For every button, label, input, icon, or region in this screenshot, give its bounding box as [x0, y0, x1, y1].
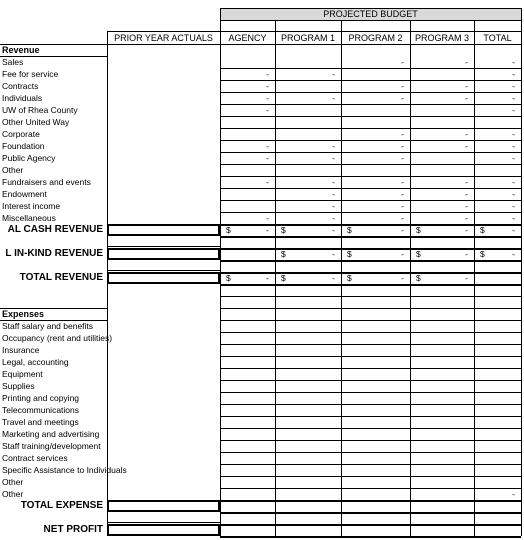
revenue-cell[interactable]: - [512, 69, 515, 79]
grid-line [220, 8, 221, 20]
dollar-sign: $ [416, 273, 421, 283]
expenses-cell[interactable] [410, 440, 474, 452]
grid-line [220, 272, 521, 274]
revenue-cell[interactable]: - [332, 213, 335, 223]
net-profit-prior-box[interactable] [107, 524, 220, 536]
expenses-cell[interactable] [341, 332, 410, 344]
revenue-cell[interactable] [341, 68, 410, 80]
revenue-row-label: Contracts [2, 81, 39, 91]
expenses-cell[interactable] [474, 380, 521, 392]
expenses-cell[interactable] [341, 404, 410, 416]
expenses-row-label: Legal, accounting [2, 357, 69, 367]
revenue-cell[interactable]: - [401, 177, 404, 187]
revenue-row-label: Endowment [2, 189, 47, 199]
revenue-cell[interactable]: - [401, 57, 404, 67]
grid-line [220, 236, 521, 238]
revenue-cell[interactable]: - [401, 129, 404, 139]
revenue-cell[interactable] [474, 116, 521, 128]
column-header-program-1: PROGRAM 1 [280, 33, 335, 43]
expenses-cell[interactable] [341, 356, 410, 368]
revenue-cell[interactable] [220, 116, 275, 128]
revenue-row-label: UW of Rhea County [2, 105, 78, 115]
expenses-cell[interactable] [410, 464, 474, 476]
total-revenue-label: TOTAL REVENUE [19, 272, 103, 283]
amount-value: - [512, 225, 515, 235]
expenses-cell[interactable] [474, 464, 521, 476]
revenue-cell[interactable]: - [332, 201, 335, 211]
grid-line [220, 248, 521, 250]
expenses-row-label: Telecommunications [2, 405, 80, 415]
revenue-cell[interactable] [220, 200, 275, 212]
revenue-cell[interactable]: - [465, 81, 468, 91]
revenue-cell[interactable] [275, 116, 341, 128]
expenses-row-label: Equipment [2, 369, 43, 379]
expenses-cell[interactable] [474, 332, 521, 344]
expenses-row-label: Other [2, 489, 24, 499]
amount-value: - [266, 273, 269, 283]
revenue-cell[interactable] [275, 56, 341, 68]
expenses-cell[interactable] [220, 440, 275, 452]
revenue-row-label: Fee for service [2, 69, 59, 79]
dollar-sign: $ [347, 225, 352, 235]
amount-value: - [401, 225, 404, 235]
dollar-sign: $ [416, 249, 421, 259]
expenses-cell[interactable] [275, 320, 341, 332]
revenue-cell[interactable]: - [401, 141, 404, 151]
grid-line [521, 8, 522, 20]
dollar-sign: $ [480, 225, 485, 235]
grid-line [0, 44, 107, 45]
revenue-cell[interactable]: - [465, 93, 468, 103]
revenue-cell[interactable]: - [465, 189, 468, 199]
expenses-cell[interactable] [410, 476, 474, 488]
expenses-cell[interactable] [220, 452, 275, 464]
dollar-sign: $ [281, 225, 286, 235]
expenses-cell[interactable] [410, 452, 474, 464]
expenses-cell[interactable] [341, 428, 410, 440]
revenue-row-label: Interest income [2, 201, 61, 211]
revenue-cell[interactable] [275, 128, 341, 140]
total-expense-prior-box[interactable] [107, 500, 220, 512]
expenses-cell[interactable] [410, 392, 474, 404]
expenses-row-label: Occupancy (rent and utilities) [2, 333, 113, 343]
grid-line [220, 20, 521, 21]
expenses-cell[interactable] [341, 476, 410, 488]
expenses-cell[interactable] [275, 428, 341, 440]
expenses-cell[interactable] [410, 344, 474, 356]
expenses-cell[interactable] [220, 476, 275, 488]
expenses-cell[interactable] [220, 404, 275, 416]
revenue-cell[interactable]: - [512, 213, 515, 223]
revenue-cell[interactable] [341, 164, 410, 176]
expenses-cell[interactable] [275, 476, 341, 488]
expenses-cell[interactable] [474, 452, 521, 464]
expenses-cell[interactable] [341, 440, 410, 452]
revenue-cell[interactable] [220, 128, 275, 140]
expenses-section-label: Expenses [2, 309, 45, 319]
revenue-cell[interactable]: - [332, 141, 335, 151]
revenue-cell[interactable]: - [266, 105, 269, 115]
revenue-section-label: Revenue [2, 45, 40, 55]
expenses-cell[interactable] [410, 488, 474, 500]
amount-value: - [512, 249, 515, 259]
revenue-cell[interactable] [220, 188, 275, 200]
expenses-cell[interactable] [341, 344, 410, 356]
inkind-revenue-prior-box[interactable] [107, 248, 220, 260]
expenses-cell[interactable] [275, 416, 341, 428]
revenue-cell[interactable]: - [401, 201, 404, 211]
expenses-cell[interactable] [474, 392, 521, 404]
expenses-cell[interactable]: - [512, 489, 515, 499]
revenue-row-label: Miscellaneous [2, 213, 56, 223]
expenses-cell[interactable] [341, 416, 410, 428]
revenue-cell[interactable] [275, 80, 341, 92]
expenses-row-label: Staff training/development [2, 441, 101, 451]
expenses-cell[interactable] [220, 332, 275, 344]
revenue-cell[interactable] [410, 164, 474, 176]
expenses-cell[interactable] [220, 356, 275, 368]
expenses-cell[interactable] [410, 332, 474, 344]
column-header-total: TOTAL [483, 33, 512, 43]
expenses-cell[interactable] [220, 392, 275, 404]
revenue-cell[interactable] [341, 116, 410, 128]
expenses-cell[interactable] [220, 344, 275, 356]
expenses-cell[interactable] [275, 392, 341, 404]
expenses-row-label: Contract services [2, 453, 68, 463]
expenses-cell[interactable] [341, 368, 410, 380]
expenses-cell[interactable] [474, 476, 521, 488]
revenue-cell[interactable]: - [465, 177, 468, 187]
expenses-cell[interactable] [341, 380, 410, 392]
grid-line [521, 20, 522, 536]
revenue-cell[interactable]: - [266, 177, 269, 187]
dollar-sign: $ [226, 225, 231, 235]
revenue-cell[interactable]: - [465, 141, 468, 151]
revenue-cell[interactable] [410, 104, 474, 116]
prior-year-header: PRIOR YEAR ACTUALS [114, 33, 213, 43]
expenses-cell[interactable] [410, 356, 474, 368]
revenue-cell[interactable]: - [266, 213, 269, 223]
revenue-cell[interactable]: - [512, 177, 515, 187]
dollar-sign: $ [281, 249, 286, 259]
revenue-row-label: Other [2, 165, 24, 175]
expenses-row-label: Supplies [2, 381, 35, 391]
revenue-row-label: Other United Way [2, 117, 70, 127]
expenses-row-label: Specific Assistance to Individuals [2, 465, 127, 475]
expenses-cell[interactable] [275, 464, 341, 476]
grid-line [107, 31, 521, 32]
amount-value: - [332, 225, 335, 235]
revenue-cell[interactable]: - [266, 153, 269, 163]
grid-line [220, 8, 521, 9]
expenses-cell[interactable] [275, 440, 341, 452]
expenses-cell[interactable] [275, 332, 341, 344]
grid-line [220, 524, 521, 526]
expenses-cell[interactable] [341, 464, 410, 476]
expenses-cell[interactable] [410, 368, 474, 380]
expenses-cell[interactable] [341, 452, 410, 464]
inkind-revenue-label: L IN-KIND REVENUE [5, 248, 103, 259]
revenue-cell[interactable] [220, 56, 275, 68]
revenue-cell[interactable]: - [465, 213, 468, 223]
expenses-cell[interactable] [410, 380, 474, 392]
revenue-cell[interactable]: - [401, 81, 404, 91]
revenue-cell[interactable]: - [401, 213, 404, 223]
grid-line [220, 536, 521, 537]
expenses-cell[interactable] [474, 416, 521, 428]
expenses-cell[interactable] [341, 488, 410, 500]
amount-value: - [401, 249, 404, 259]
expenses-cell[interactable] [474, 440, 521, 452]
grid-line [220, 296, 521, 297]
revenue-row-label: Corporate [2, 129, 40, 139]
expenses-cell[interactable] [220, 416, 275, 428]
expenses-cell[interactable] [275, 356, 341, 368]
expenses-row-label: Printing and copying [2, 393, 80, 403]
expenses-cell[interactable] [474, 404, 521, 416]
grid-line [107, 246, 220, 247]
grid-line [107, 522, 220, 523]
amount-value: - [401, 273, 404, 283]
expenses-cell[interactable] [410, 320, 474, 332]
revenue-cell[interactable]: - [465, 129, 468, 139]
revenue-cell[interactable]: - [512, 105, 515, 115]
expenses-cell[interactable] [220, 380, 275, 392]
grid-line [220, 512, 521, 514]
expenses-cell[interactable] [220, 320, 275, 332]
revenue-cell[interactable]: - [332, 189, 335, 199]
expenses-cell[interactable] [220, 428, 275, 440]
expenses-cell[interactable] [220, 368, 275, 380]
revenue-cell[interactable]: - [512, 153, 515, 163]
revenue-cell[interactable]: - [512, 93, 515, 103]
expenses-cell[interactable] [220, 464, 275, 476]
expenses-cell[interactable] [474, 368, 521, 380]
dollar-sign: $ [480, 249, 485, 259]
amount-value: - [465, 273, 468, 283]
expenses-row-label: Staff salary and benefits [2, 321, 94, 331]
revenue-cell[interactable] [341, 104, 410, 116]
expenses-cell[interactable] [474, 356, 521, 368]
column-header-program-3: PROGRAM 3 [414, 33, 469, 43]
grid-line [107, 44, 521, 45]
revenue-row-label: Sales [2, 57, 24, 67]
total-revenue-prior-box[interactable] [107, 272, 220, 284]
expenses-cell[interactable] [275, 380, 341, 392]
amount-value: - [266, 225, 269, 235]
total-cash-revenue-prior-box[interactable] [107, 224, 220, 236]
expenses-row-label: Marketing and advertising [2, 429, 100, 439]
grid-line [0, 308, 107, 309]
column-header-program-2: PROGRAM 2 [348, 33, 403, 43]
revenue-row-label: Public Agency [2, 153, 56, 163]
revenue-cell[interactable]: - [266, 93, 269, 103]
net-profit-label: NET PROFIT [43, 524, 103, 535]
revenue-cell[interactable]: - [401, 153, 404, 163]
revenue-cell[interactable]: - [465, 57, 468, 67]
expenses-cell[interactable] [410, 404, 474, 416]
revenue-cell[interactable] [275, 104, 341, 116]
grid-line [220, 224, 521, 226]
column-header-agency: AGENCY [228, 33, 267, 43]
revenue-cell[interactable]: - [401, 93, 404, 103]
expenses-row-label: Insurance [2, 345, 40, 355]
expenses-cell[interactable] [410, 416, 474, 428]
revenue-cell[interactable] [474, 164, 521, 176]
revenue-cell[interactable]: - [512, 201, 515, 211]
revenue-cell[interactable]: - [332, 93, 335, 103]
revenue-cell[interactable] [410, 116, 474, 128]
revenue-cell[interactable] [220, 164, 275, 176]
expenses-row-label: Other [2, 477, 24, 487]
expenses-cell[interactable] [341, 320, 410, 332]
dollar-sign: $ [281, 273, 286, 283]
amount-value: - [332, 249, 335, 259]
revenue-cell[interactable]: - [512, 57, 515, 67]
expenses-cell[interactable] [275, 368, 341, 380]
dollar-sign: $ [416, 225, 421, 235]
projected-budget-header: PROJECTED BUDGET [220, 8, 521, 20]
grid-line [220, 308, 521, 309]
expenses-cell[interactable] [474, 428, 521, 440]
expenses-cell[interactable] [220, 488, 275, 500]
total-cash-revenue-label: AL CASH REVENUE [7, 224, 103, 235]
revenue-cell[interactable]: - [332, 153, 335, 163]
revenue-cell[interactable]: - [512, 141, 515, 151]
revenue-cell[interactable] [275, 164, 341, 176]
grid-line [220, 284, 521, 286]
dollar-sign: $ [226, 273, 231, 283]
revenue-cell[interactable]: - [332, 69, 335, 79]
expenses-cell[interactable] [474, 320, 521, 332]
grid-line [107, 270, 220, 271]
dollar-sign: $ [347, 273, 352, 283]
expenses-cell[interactable] [341, 392, 410, 404]
dollar-sign: $ [347, 249, 352, 259]
revenue-cell[interactable]: - [512, 129, 515, 139]
expenses-cell[interactable] [410, 428, 474, 440]
revenue-cell[interactable]: - [266, 141, 269, 151]
expenses-cell[interactable] [474, 344, 521, 356]
revenue-cell[interactable]: - [266, 81, 269, 91]
grid-line [220, 260, 521, 262]
revenue-cell[interactable]: - [401, 189, 404, 199]
total-expense-label: TOTAL EXPENSE [20, 500, 103, 511]
grid-line [220, 500, 521, 502]
revenue-cell[interactable]: - [465, 201, 468, 211]
revenue-cell[interactable]: - [512, 81, 515, 91]
revenue-cell[interactable]: - [512, 189, 515, 199]
expenses-cell[interactable] [275, 452, 341, 464]
expenses-cell[interactable] [275, 488, 341, 500]
revenue-row-label: Fundraisers and events [2, 177, 91, 187]
amount-value: - [465, 225, 468, 235]
revenue-cell[interactable] [410, 68, 474, 80]
amount-value: - [332, 273, 335, 283]
revenue-cell[interactable]: - [332, 177, 335, 187]
revenue-cell[interactable]: - [266, 69, 269, 79]
revenue-row-label: Foundation [2, 141, 45, 151]
revenue-cell[interactable] [410, 152, 474, 164]
expenses-cell[interactable] [275, 344, 341, 356]
revenue-row-label: Individuals [2, 93, 43, 103]
amount-value: - [465, 249, 468, 259]
expenses-cell[interactable] [275, 404, 341, 416]
expenses-row-label: Travel and meetings [2, 417, 79, 427]
